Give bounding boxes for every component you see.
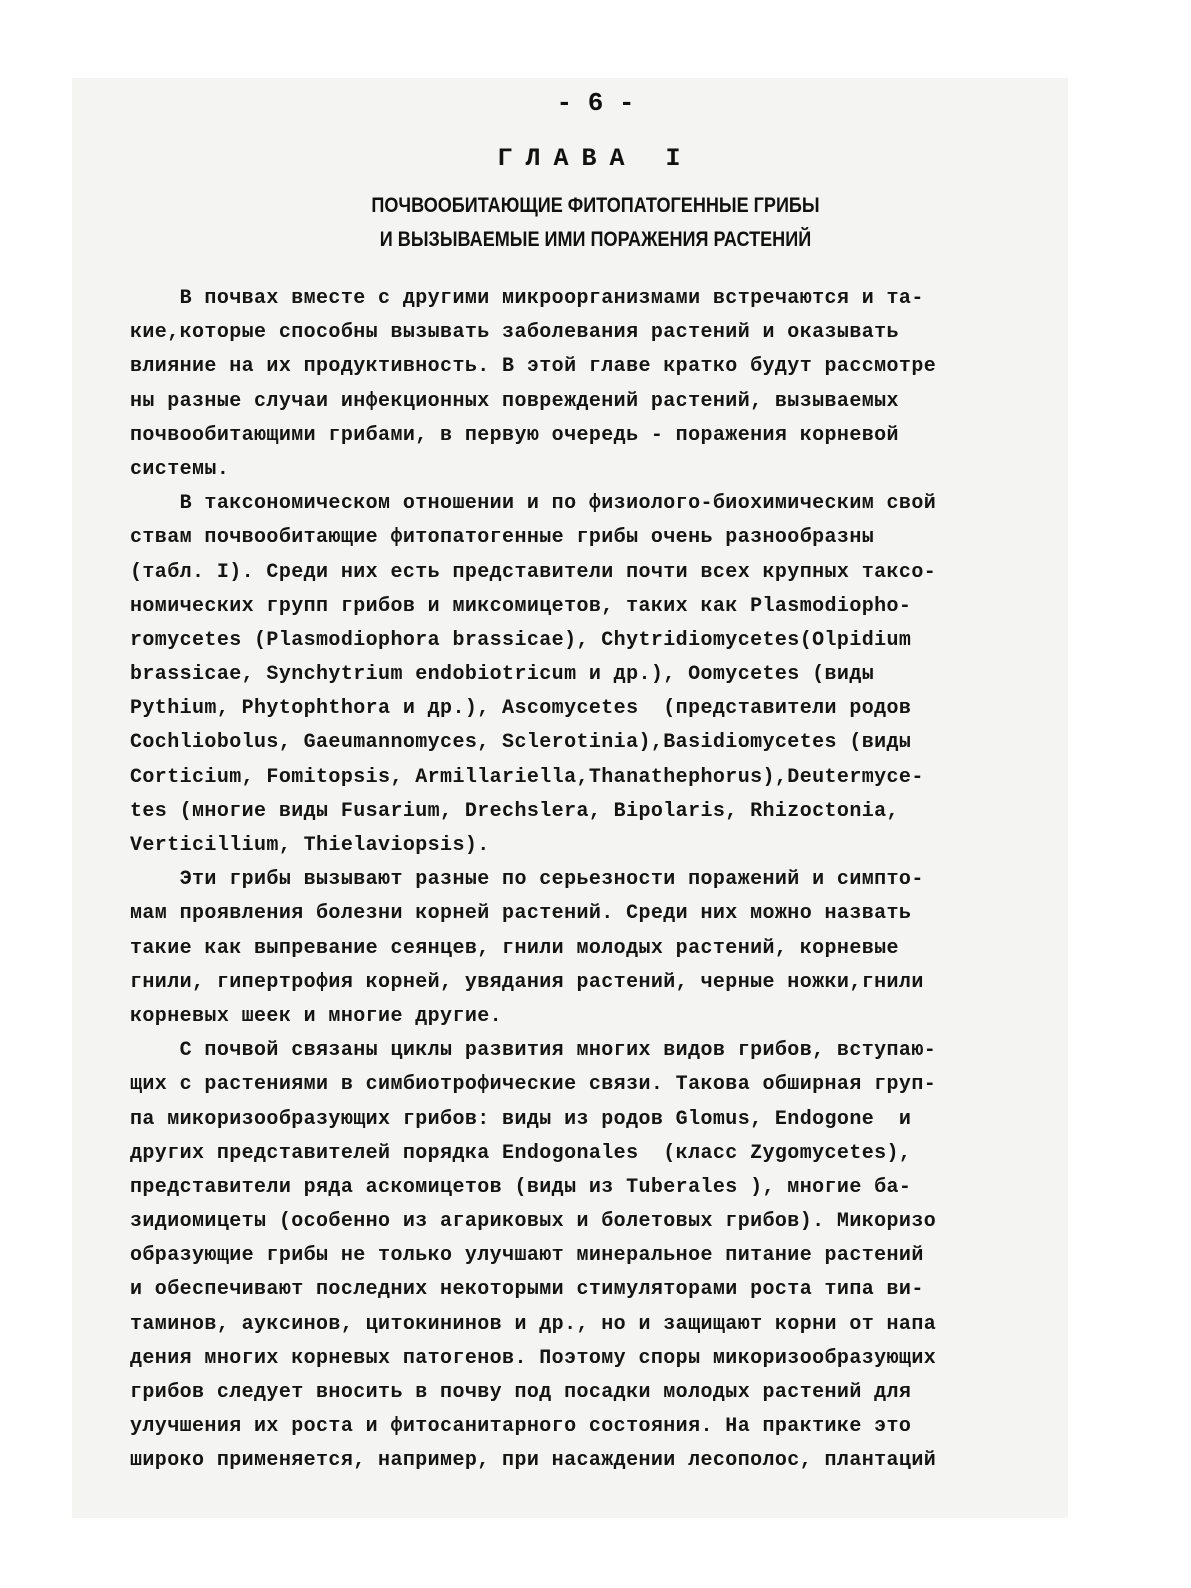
text-line: такие как выпревание сеянцев, гнили молодых растений, корневые bbox=[130, 936, 899, 960]
chapter-title-line-1: ПОЧВООБИТАЮЩИЕ ФИТОПАТОГЕННЫЕ ГРИБЫ bbox=[371, 194, 820, 217]
text-line: гнили, гипертрофия корней, увядания растений, черные ножки,гнили bbox=[130, 970, 924, 994]
text-line: ны разные случаи инфекционных повреждений растений, вызываемых bbox=[130, 389, 899, 413]
text-line: Verticillium, Thielaviopsis). bbox=[130, 834, 490, 857]
text-line: почвообитающими грибами, в первую очередь - поражения корневой bbox=[130, 423, 899, 447]
text-line: мам проявления болезни корней растений. Среди них можно назвать bbox=[130, 902, 912, 926]
text-line: Pythium, Phytophthora и др.), Ascomycetes (представители родов bbox=[130, 697, 912, 721]
chapter-title-line-2: И ВЫЗЫВАЕМЫЕ ИМИ ПОРАЖЕНИЯ РАСТЕНИЙ bbox=[379, 228, 812, 251]
text-line: образующие грибы не только улучшают минеральное питание растений bbox=[130, 1244, 924, 1268]
text-line: romycetes (Plasmodiophora brassicae), Chytridiomycetes(Olpidium bbox=[130, 628, 912, 652]
text-line: зидиомицеты (особенно из агариковых и болетовых грибов). Микоризо bbox=[130, 1210, 937, 1234]
text-line: Cochliobolus, Gaeumannomyces, Sclerotinia),Basidiomycetes (виды bbox=[130, 731, 912, 755]
text-line: других представителей порядка Endogonales (класс Zygomycetes), bbox=[130, 1141, 912, 1165]
text-line: Corticium, Fomitopsis, Armillariella,Thanathephorus),Deutermyce- bbox=[130, 765, 924, 789]
text-line: представители ряда аскомицетов (виды из Tuberales ), многие ба- bbox=[130, 1175, 912, 1199]
text-line: системы. bbox=[130, 457, 230, 481]
text-line: (табл. I). Среди них есть представители почти всех крупных таксо- bbox=[130, 560, 937, 584]
text-line: влияние на их продуктивность. В этой главе кратко будут рассмотре bbox=[130, 355, 937, 379]
text-line: щих с растениями в симбиотрофические связи. Такова обширная груп- bbox=[130, 1073, 937, 1097]
page-number: - 6 - bbox=[556, 88, 635, 118]
text-line: tes (многие виды Fusarium, Drechslera, Bipolaris, Rhizoctonia, bbox=[130, 799, 899, 823]
text-line: улучшения их роста и фитосанитарного состояния. На практике это bbox=[130, 1415, 912, 1439]
text-line: широко применяется, например, при насаждении лесополос, плантаций bbox=[130, 1449, 937, 1473]
text-line: С почвой связаны циклы развития многих видов грибов, вступаю- bbox=[130, 1039, 937, 1063]
text-line: грибов следует вносить в почву под посадки молодых растений для bbox=[130, 1381, 912, 1404]
text-line: корневых шеек и многие другие. bbox=[130, 1004, 503, 1028]
text-line: таминов, ауксинов, цитокининов и др., но и защищают корни от напа bbox=[130, 1312, 937, 1336]
chapter-heading: ГЛАВА I bbox=[497, 144, 694, 173]
text-line: и обеспечивают последних некоторыми стимуляторами роста типа ви- bbox=[130, 1278, 924, 1302]
body-text bbox=[130, 282, 1010, 1479]
text-line: Эти грибы вызывают разные по серьезности поражений и симпто- bbox=[130, 868, 924, 892]
text-line: дения многих корневых патогенов. Поэтому споры микоризообразующих bbox=[130, 1346, 937, 1370]
text-line: В почвах вместе с другими микроорганизмами встречаются и та- bbox=[130, 287, 924, 310]
text-line: brassicae, Synchytrium endobiotricum и др.), Oomycetes (виды bbox=[130, 663, 875, 687]
text-line: В таксономическом отношении и по физиолого-биохимическим свой bbox=[130, 492, 937, 516]
text-line: кие,которые способны вызывать заболевания растений и оказывать bbox=[130, 321, 899, 345]
text-line: па микоризообразующих грибов: виды из родов Glomus, Endogone и bbox=[130, 1107, 912, 1131]
text-line: ствам почвообитающие фитопатогенные грибы очень разнообразны bbox=[130, 526, 875, 550]
text-line: номических групп грибов и миксомицетов, таких как Plasmodiopho- bbox=[130, 594, 912, 618]
